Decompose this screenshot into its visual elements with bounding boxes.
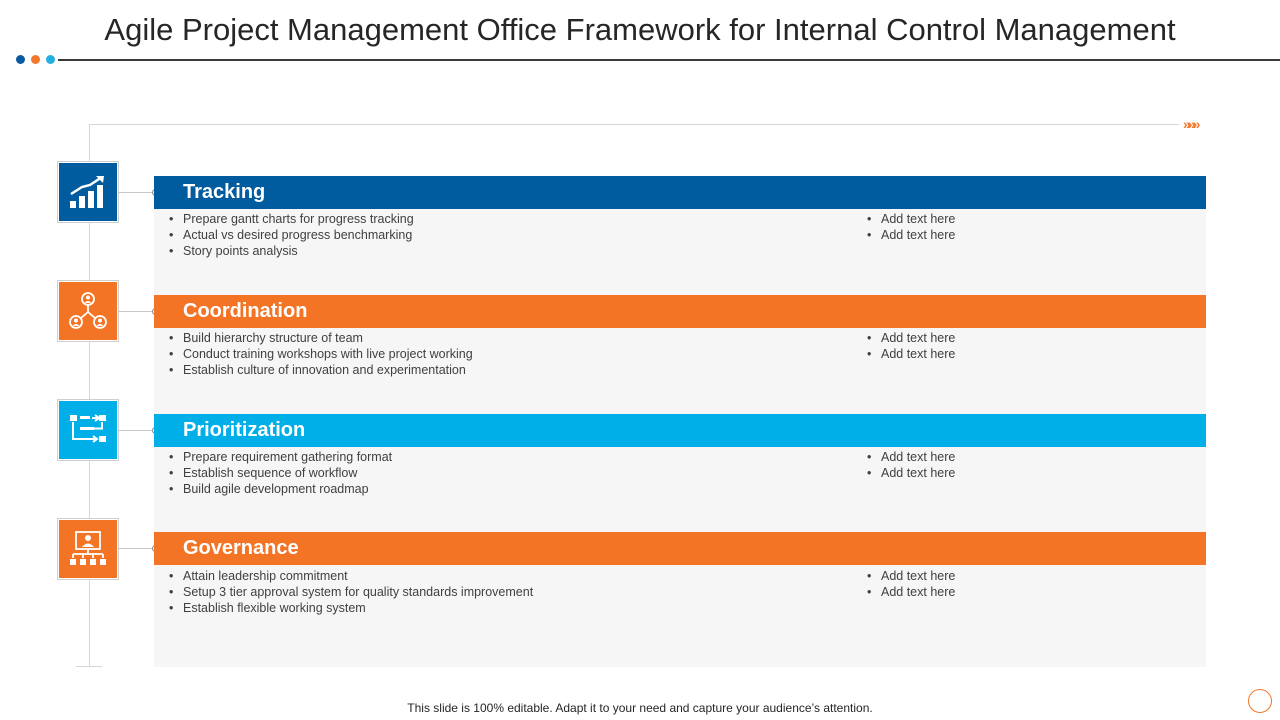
list-item: • Prepare requirement gathering format: [162, 449, 392, 465]
frame-foot-line: [76, 666, 102, 667]
prioritization-left-list: [162, 449, 392, 497]
org-chart-icon: [68, 530, 108, 568]
list-item: • Actual vs desired progress benchmarking: [162, 227, 414, 243]
tracking-right-list: [860, 211, 955, 243]
coordination-left-list: [162, 330, 473, 378]
prioritization-right-list: [860, 449, 955, 481]
dot-cyan: [46, 55, 55, 64]
corner-circle-icon: [1248, 689, 1272, 713]
connector-tracking: [118, 192, 155, 193]
list-item: • Establish sequence of workflow: [162, 465, 392, 481]
governance-right-list: [860, 568, 955, 600]
list-item: • Add text here: [860, 227, 955, 243]
accent-dots: [16, 55, 56, 64]
list-item: • Build hierarchy structure of team: [162, 330, 473, 346]
section-header-coordination: Coordination: [154, 295, 1206, 328]
tracking-left-list: [162, 211, 414, 259]
coordination-right-list: [860, 330, 955, 362]
title-underline: [58, 59, 1280, 61]
slide-title: Agile Project Management Office Framework for Internal Control Management: [104, 12, 1176, 47]
section-header-prioritization: Prioritization: [154, 414, 1206, 447]
list-item: • Add text here: [860, 449, 955, 465]
workflow-icon: [68, 412, 108, 448]
governance-left-list: [162, 568, 533, 616]
footer-note: This slide is 100% editable. Adapt it to your need and capture your audience’s attention.: [407, 701, 873, 715]
list-item: • Add text here: [860, 568, 955, 584]
list-item: • Add text here: [860, 330, 955, 346]
list-item: • Add text here: [860, 211, 955, 227]
section-icon-governance: [59, 520, 117, 578]
list-item: • Establish culture of innovation and experimentation: [162, 362, 473, 378]
list-item: • Conduct training workshops with live project working: [162, 346, 473, 362]
growth-chart-icon: [68, 175, 108, 209]
list-item: • Establish flexible working system: [162, 600, 533, 616]
dot-orange: [31, 55, 40, 64]
list-item: • Story points analysis: [162, 243, 414, 259]
connector-prioritization: [118, 430, 155, 431]
team-network-icon: [68, 291, 108, 331]
list-item: • Add text here: [860, 465, 955, 481]
frame-top-line: [89, 124, 1179, 125]
list-item: • Add text here: [860, 346, 955, 362]
list-item: • Setup 3 tier approval system for quality standards improvement: [162, 584, 533, 600]
chevron-arrows-icon: »»»: [1183, 116, 1198, 132]
section-header-tracking: Tracking: [154, 176, 1206, 209]
section-icon-tracking: [59, 163, 117, 221]
connector-coordination: [118, 311, 155, 312]
list-item: • Prepare gantt charts for progress tracking: [162, 211, 414, 227]
section-header-governance: Governance: [154, 532, 1206, 565]
list-item: • Attain leadership commitment: [162, 568, 533, 584]
list-item: • Add text here: [860, 584, 955, 600]
dot-blue: [16, 55, 25, 64]
list-item: • Build agile development roadmap: [162, 481, 392, 497]
section-icon-coordination: [59, 282, 117, 340]
section-icon-prioritization: [59, 401, 117, 459]
connector-governance: [118, 548, 155, 549]
